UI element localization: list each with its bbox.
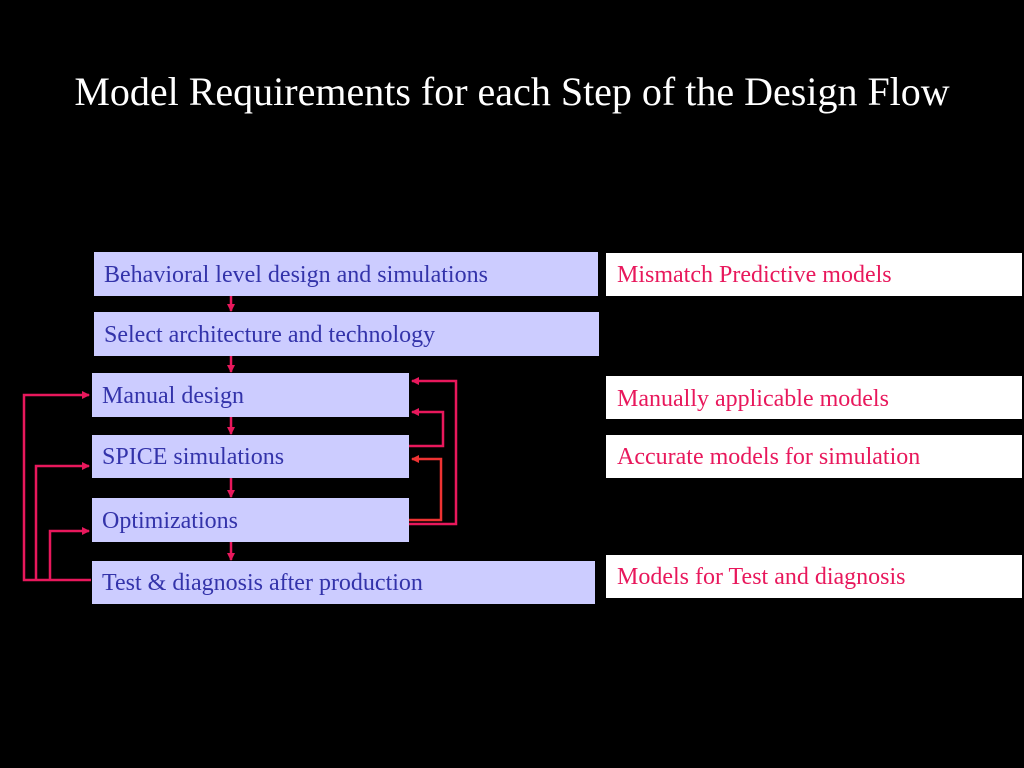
feedback-test-to-manual-design bbox=[24, 395, 91, 580]
feedback-test-to-spice bbox=[36, 466, 89, 580]
requirement-test-diagnosis: Models for Test and diagnosis bbox=[606, 555, 1022, 598]
feedback-test-to-optimizations bbox=[50, 531, 89, 580]
feedback-spice-to-manual-design bbox=[409, 412, 443, 446]
requirement-mismatch-predictive: Mismatch Predictive models bbox=[606, 253, 1022, 296]
requirement-manually-applicable: Manually applicable models bbox=[606, 376, 1022, 419]
step-manual-design: Manual design bbox=[92, 373, 409, 417]
requirement-accurate-simulation: Accurate models for simulation bbox=[606, 435, 1022, 478]
feedback-optimizations-to-manual-design bbox=[409, 381, 456, 524]
step-optimizations: Optimizations bbox=[92, 498, 409, 542]
step-spice-simulations: SPICE simulations bbox=[92, 435, 409, 478]
step-behavioral-design: Behavioral level design and simulations bbox=[94, 252, 598, 296]
slide-title: Model Requirements for each Step of the Design Flow bbox=[74, 69, 950, 114]
step-test-diagnosis: Test & diagnosis after production bbox=[92, 561, 595, 604]
feedback-optimizations-to-spice bbox=[409, 459, 441, 520]
step-select-architecture: Select architecture and technology bbox=[94, 312, 599, 356]
